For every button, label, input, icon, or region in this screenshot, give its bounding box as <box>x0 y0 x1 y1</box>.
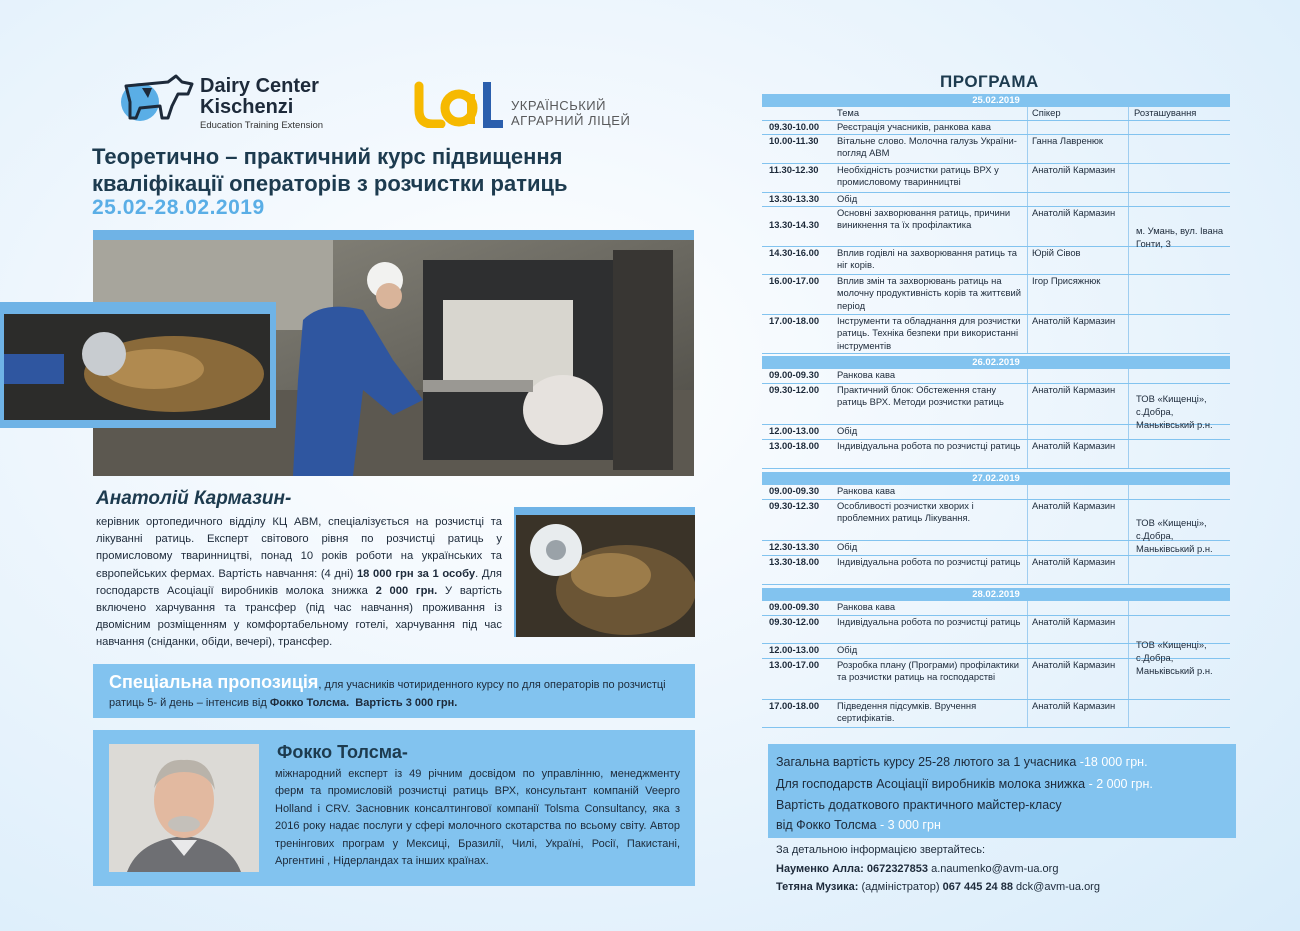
table-row: 16.00-17.00 Вплив змін та захворювань ратиць на молочну продуктивність корів та життєвий період Ігор Присяжнюк <box>762 275 1230 315</box>
hoof-closeup-photo <box>0 302 276 428</box>
ual-logo <box>413 80 653 132</box>
course-dates: 25.02-28.02.2019 <box>92 196 265 219</box>
ual-name <box>511 98 630 128</box>
dairy-name-line1: Dairy Center <box>200 75 319 97</box>
special-offer-person: Фокко Толсма. <box>269 697 350 709</box>
day-date: 28.02.2019 <box>762 588 1230 601</box>
hoof-trimming-closeup-photo <box>514 507 695 637</box>
total-line-4: від Фокко Толсма - 3 000 грн <box>776 818 941 832</box>
day-block-4 <box>762 588 1230 728</box>
table-row: 17.00-18.00 Інструменти та обладнання для розчистки ратиць. Техніка безпеки при використанні інструментів Анатолій Кармазин <box>762 315 1230 354</box>
hoof-disc-illustration <box>516 515 695 637</box>
total-line-3: Вартість додаткового практичного майстер-класу <box>776 798 1062 812</box>
table-row: 09.30-12.00 Практичний блок: Обстеження стану ратиць ВРХ. Методи розчистки ратиць Анатолій Кармазин <box>762 384 1230 425</box>
portrait-illustration <box>109 744 259 872</box>
day-block-1 <box>762 94 1230 354</box>
dairy-name-line2: Kischenzi <box>200 96 294 118</box>
table-row: 13.30-18.00 Індивідуальна робота по розчистці ратиць Анатолій Кармазин <box>762 556 1230 585</box>
karmazin-name: Анатолій Кармазин- <box>96 488 292 509</box>
table-row: 12.30-13.30 Обід <box>762 541 1230 556</box>
table-row: 13.30-14.30 Основні захворювання ратиць, причини виникнення та їх профілактика Анатолій Кармазин <box>762 207 1230 247</box>
table-row: 09.30-10.00 Реєстрація учасників, ранкова кава <box>762 121 1230 135</box>
table-row: 09.00-09.30 Ранкова кава <box>762 601 1230 616</box>
total-line-1: Загальна вартість курсу 25-28 лютого за 1 учасника -18 000 грн. <box>776 755 1148 769</box>
karmazin-text-part1: керівник ортопедичного відділу КЦ АВМ, спеціалізується на розчистці та лікуванні ратиць. Експерт світового рівня по розчистці ратиць у промисловому тваринництві, понад 10 років роботи на українських та європейських фермах. Вартість навчання: (4 дні) <box>96 516 502 580</box>
course-title-line1: Теоретично – практичний курс підвищення <box>92 144 563 169</box>
tolsma-portrait <box>109 744 259 872</box>
course-title <box>92 143 712 197</box>
dairy-center-logo <box>118 72 358 134</box>
table-row: 09.00-09.30 Ранкова кава <box>762 369 1230 384</box>
table-row: 10.00-11.30 Вітальне слово. Молочна галузь України- погляд АВМ Ганна Лавренюк <box>762 135 1230 164</box>
table-row: 13.00-17.00 Розробка плану (Програми) профілактики та розчистки ратиць на господарстві Анатолій Кармазин <box>762 659 1230 700</box>
ual-line1: УКРАЇНСЬКИЙ <box>511 98 606 113</box>
special-offer-body: , для учасників чотириденного курсу по для операторів по розчистці ратиць 5- й день – інтенсив від <box>109 679 666 709</box>
header-speaker: Спікер <box>1028 107 1129 120</box>
day-date: 26.02.2019 <box>762 356 1230 369</box>
course-title-line2: кваліфікації операторів з розчистки ратиць <box>92 171 568 196</box>
contact-2: Тетяна Музика: (адміністратор) 067 445 24 88 dck@avm-ua.org <box>776 881 1100 893</box>
table-row: 12.00-13.00 Обід <box>762 644 1230 659</box>
table-row: 09.30-12.00 Індивідуальна робота по розчистці ратиць Анатолій Кармазин <box>762 616 1230 644</box>
special-offer-heading: Спеціальна пропозиція <box>109 672 319 692</box>
karmazin-text-part2: . Для господарств Асоціації виробників молока знижка <box>96 567 502 597</box>
contact-1: Науменко Алла: 0672327853 a.naumenko@avm-ua.org <box>776 862 1059 875</box>
karmazin-discount: 2 000 грн. <box>375 584 438 597</box>
contacts-intro: За детальною інформацією звертайтесь: <box>776 844 986 856</box>
day-location: ТОВ «Кищенці», с.Добра, Маньківський р.н. <box>1136 638 1213 676</box>
table-row: 14.30-16.00 Вплив годівлі на захворювання ратиць та ніг корів. Юрій Сівов <box>762 247 1230 275</box>
karmazin-description <box>96 514 502 652</box>
header-topic: Тема <box>833 107 1028 120</box>
table-row: 09.00-09.30 Ранкова кава <box>762 485 1230 500</box>
ual-line2: АГРАРНИЙ ЛІЦЕЙ <box>511 113 631 128</box>
karmazin-text-part3: У вартість включено харчування та трансфер (під час навчання) проживання із двомісним розміщенням у комфортабельному готелі, харчування під час навчання (сніданки, обіди, вечері), трансфер. <box>96 584 503 649</box>
header-location: Розташування <box>1134 107 1197 118</box>
tolsma-box <box>93 730 695 886</box>
program-title: ПРОГРАМА <box>940 72 1039 91</box>
day-block-2 <box>762 356 1230 469</box>
day-block-3 <box>762 472 1230 585</box>
total-cost-box <box>768 744 1236 838</box>
total-line-2: Для господарств Асоціації виробників молока знижка - 2 000 грн. <box>776 777 1153 791</box>
table-row: 17.00-18.00 Підведення підсумків. Вручення сертифікатів. Анатолій Кармазин <box>762 700 1230 728</box>
table-row: 13.00-18.00 Індивідуальна робота по розчистці ратиць Анатолій Кармазин <box>762 440 1230 469</box>
grinder-illustration <box>4 314 270 420</box>
karmazin-price: 18 000 грн за 1 особу <box>356 567 476 580</box>
special-offer-box <box>93 664 695 718</box>
table-row: 12.00-13.00 Обід <box>762 425 1230 440</box>
table-row: 09.30-12.30 Особливості розчистки хворих і проблемних ратиць Лікування. Анатолій Кармазин <box>762 500 1230 541</box>
dairy-center-subtitle: Education Training Extension <box>200 120 324 131</box>
dairy-center-name <box>200 76 319 118</box>
day-date: 27.02.2019 <box>762 472 1230 485</box>
day-date: 25.02.2019 <box>762 94 1230 107</box>
table-row: 13.30-13.30 Обід <box>762 193 1230 207</box>
table-header <box>762 107 1230 121</box>
program-schedule <box>762 94 1230 728</box>
special-offer-price: Вартість 3 000 грн. <box>355 697 458 709</box>
table-row: 11.30-12.30 Необхідність розчистки ратиць ВРХ у промисловому тваринництві Анатолій Кармазин <box>762 164 1230 193</box>
tolsma-name: Фокко Толсма- <box>277 742 408 762</box>
contact-2-email[interactable]: dck@avm-ua.org <box>1016 881 1100 893</box>
cow-logo-icon <box>118 72 196 122</box>
tolsma-description: міжнародний експерт із 49 річним досвідом по управлінню, менеджменту ферм та промисловій розчистці ратиць ВРХ, консультант компаній Veepro Holland і CRV. Засновник консалтингової компанії Tolsma Consultancy, яка з 2016 року надає послуги у сфері молочного скотарства по всьому світу. Автор тренінгових програм у Мексиці, Бразилії, Чилі, Україні, Росії, Пакистані, Аргентині , Нідерландах та інших країнах. <box>275 768 680 868</box>
special-offer-text <box>109 673 683 712</box>
day-location: м. Умань, вул. Івана Гонти, 3 <box>1136 225 1224 249</box>
day-location: ТОВ «Кищенці», с.Добра, Маньківський р.н. <box>1136 392 1213 430</box>
day-location: ТОВ «Кищенці», с.Добра, Маньківський р.н. <box>1136 516 1213 554</box>
ual-mark-icon <box>413 80 505 128</box>
contacts <box>776 841 1100 897</box>
contact-1-email[interactable]: a.naumenko@avm-ua.org <box>931 862 1059 875</box>
